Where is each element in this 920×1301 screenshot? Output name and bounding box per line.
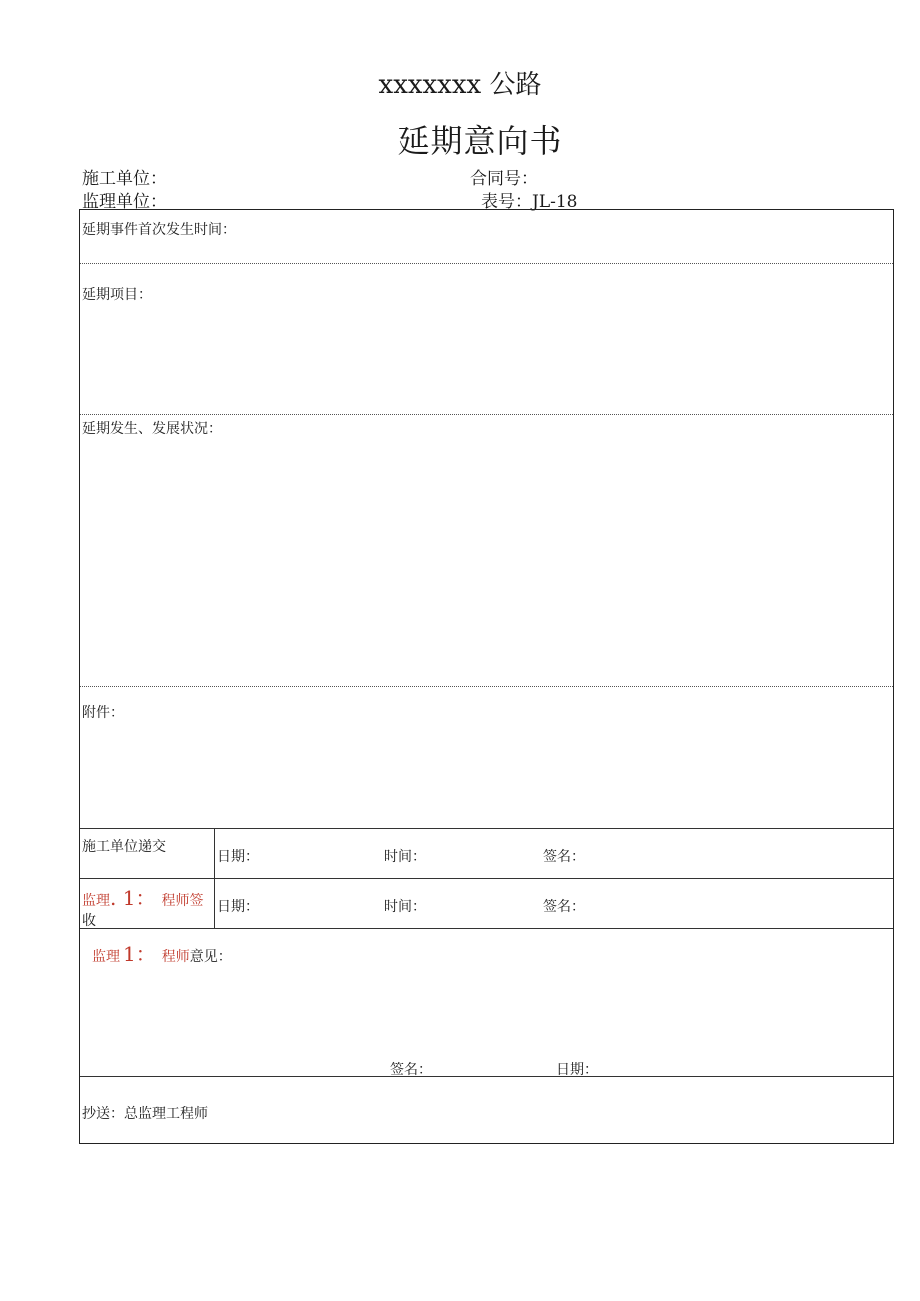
opinion-label xyxy=(92,938,232,967)
row-divider xyxy=(80,414,893,415)
attachments-label: 附件： xyxy=(82,705,124,721)
form-no-label: 表号： xyxy=(481,192,532,212)
receipt-label xyxy=(82,882,203,911)
cc-label: 抄送：总监理工程师 xyxy=(82,1106,208,1122)
row-divider xyxy=(80,878,893,879)
receipt-time-label: 时间： xyxy=(384,899,426,915)
submission-label: 施工单位递交 xyxy=(82,839,166,855)
opinion-label-c: 程师 xyxy=(161,949,190,965)
construction-unit-label: 施工单位： xyxy=(82,169,167,189)
opinion-date-label: 日期： xyxy=(556,1062,598,1078)
submission-date-label: 日期： xyxy=(217,849,259,865)
submission-signature-label: 签名： xyxy=(543,849,585,865)
form-table xyxy=(79,209,894,1144)
row-divider xyxy=(80,1076,893,1077)
project-name: xxxxxxx 公路 xyxy=(378,70,542,100)
opinion-label-a: 监理 xyxy=(92,949,120,965)
form-title: 延期意向书 xyxy=(397,122,563,160)
row-divider xyxy=(80,686,893,687)
development-label: 延期发生、发展状况： xyxy=(82,421,222,437)
first-occurrence-label: 延期事件首次发生时间： xyxy=(82,222,236,238)
receipt-label-a: 监理 xyxy=(82,893,110,909)
contract-no-label: 合同号： xyxy=(470,169,538,189)
receipt-label-c: 程师签 xyxy=(161,893,204,909)
receipt-signature-label: 签名： xyxy=(543,899,585,915)
form-no-value: JL-18 xyxy=(532,192,578,212)
delay-items-label: 延期项目： xyxy=(82,287,152,303)
supervision-unit-label: 监理单位： xyxy=(82,192,167,212)
row-divider xyxy=(80,263,893,264)
receipt-date-label: 日期： xyxy=(217,899,259,915)
opinion-label-d: 意见： xyxy=(189,949,232,965)
receipt-label-b: . 1： xyxy=(110,886,156,910)
opinion-signature-label: 签名： xyxy=(390,1062,432,1078)
row-divider xyxy=(80,828,893,829)
receipt-label-d: 收 xyxy=(82,913,96,929)
row-divider xyxy=(80,928,893,929)
opinion-label-b: 1： xyxy=(123,942,156,966)
column-divider xyxy=(214,828,215,928)
submission-time-label: 时间： xyxy=(384,849,426,865)
